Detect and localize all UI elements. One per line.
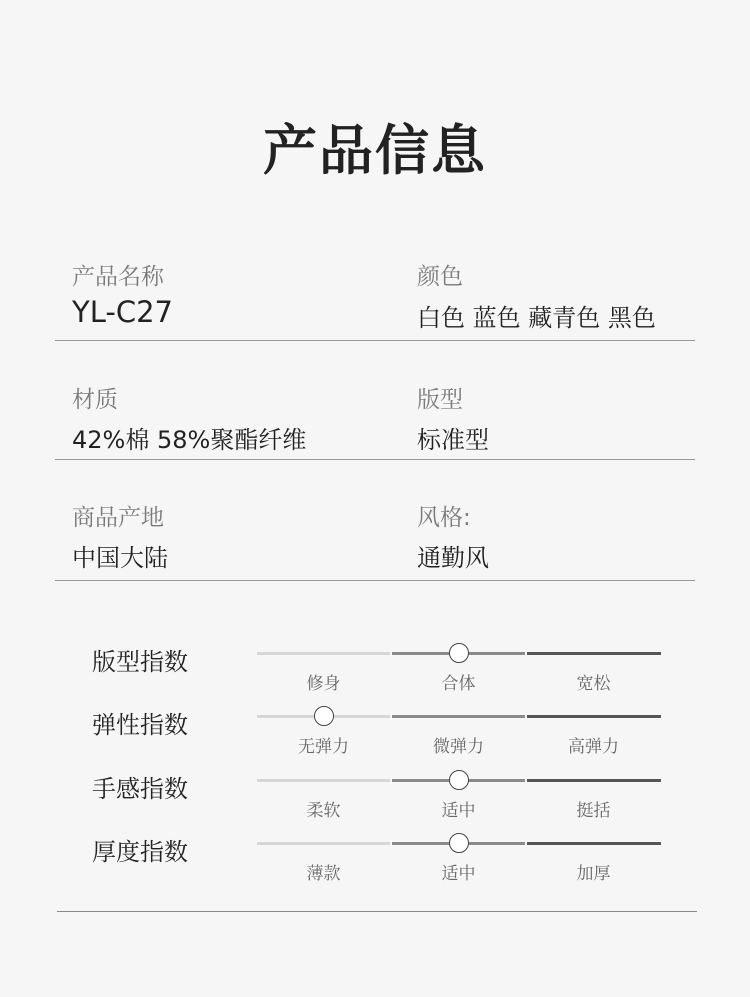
product-name-value: YL-C27 (72, 295, 173, 329)
scale-marker (449, 770, 469, 790)
scale-option: 修身 (306, 674, 341, 694)
origin-label: 商品产地 (72, 505, 164, 531)
style-field (417, 499, 489, 573)
index-label: 弹性指数 (92, 711, 188, 739)
scale-segment-low (257, 779, 390, 782)
scale-option: 宽松 (576, 674, 611, 694)
index-label: 手感指数 (92, 775, 188, 803)
index-label: 厚度指数 (92, 838, 188, 866)
material-label: 材质 (72, 387, 118, 413)
index-row-hand-feel (0, 768, 750, 828)
scale-segment-high (527, 715, 661, 718)
bottom-divider (57, 911, 697, 912)
style-value: 通勤风 (417, 544, 489, 572)
scale-segment-low (257, 842, 390, 845)
scale-option: 微弹力 (433, 737, 484, 757)
index-row-fit (0, 641, 750, 701)
index-label: 版型指数 (92, 648, 188, 676)
style-label: 风格: (417, 505, 471, 531)
scale-segment-high (527, 779, 661, 782)
scale-segment-high (527, 842, 661, 845)
color-label: 颜色 (417, 264, 463, 290)
fit-field (417, 381, 489, 455)
index-row-thickness (0, 831, 750, 891)
scale-option: 加厚 (576, 864, 611, 884)
origin-field (72, 499, 168, 573)
scale-option: 高弹力 (568, 737, 619, 757)
scale-option: 柔软 (306, 801, 341, 821)
scale-segment-low (257, 652, 390, 655)
scale-segment-mid (392, 715, 525, 718)
info-row-2 (55, 381, 695, 460)
color-field (417, 258, 656, 333)
material-field (72, 381, 306, 455)
product-name-label: 产品名称 (72, 264, 164, 290)
fit-label: 版型 (417, 387, 463, 413)
scale-marker (449, 643, 469, 663)
fit-value: 标准型 (417, 426, 489, 454)
scale-option: 适中 (441, 801, 476, 821)
material-value: 42%棉 58%聚酯纤维 (72, 426, 307, 454)
scale-segment-high (527, 652, 661, 655)
scale-option: 挺括 (576, 801, 611, 821)
color-value: 白色 蓝色 藏青色 黑色 (417, 304, 656, 332)
scale-option: 薄款 (306, 864, 341, 884)
info-row-3 (55, 499, 695, 581)
info-row-1 (55, 258, 695, 341)
product-name-field (72, 258, 173, 329)
scale-marker (449, 833, 469, 853)
scale-option: 合体 (441, 674, 476, 694)
origin-value: 中国大陆 (72, 544, 168, 572)
index-row-elasticity (0, 704, 750, 764)
page-title: 产品信息 (263, 119, 487, 182)
scale-option: 无弹力 (298, 737, 349, 757)
scale-marker (314, 706, 334, 726)
scale-option: 适中 (441, 864, 476, 884)
